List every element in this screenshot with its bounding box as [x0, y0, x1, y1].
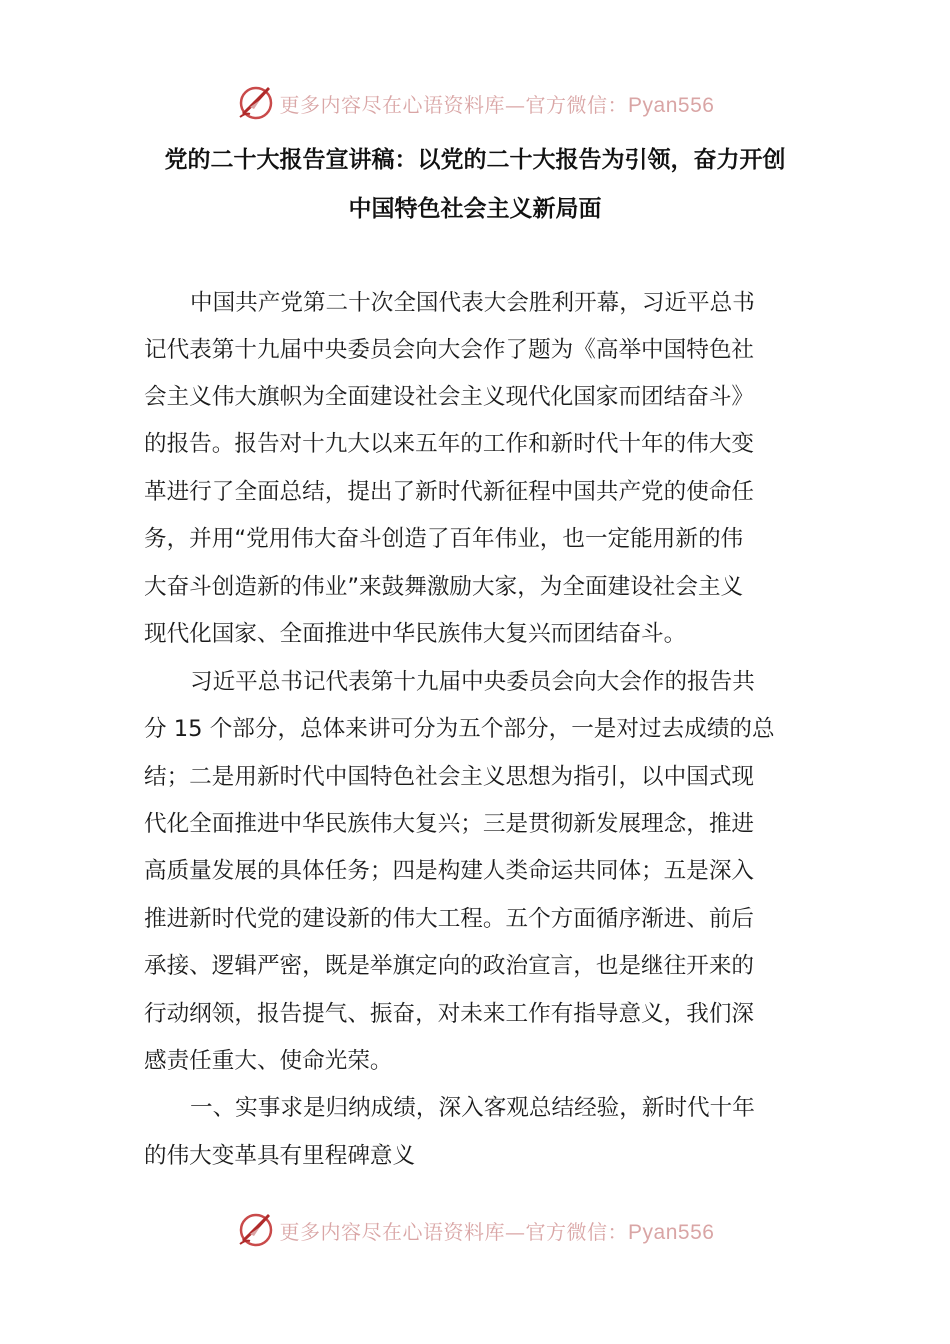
body-line: 习近平总书记代表第十九届中央委员会向大会作的报告共	[190, 669, 755, 695]
watermark-wechat-id: Pyan556	[628, 93, 715, 117]
watermark-wechat-id: Pyan556	[628, 1220, 715, 1244]
body-line: 感责任重大、使命光荣。	[144, 1048, 393, 1074]
body-line: 务，并用“党用伟大奋斗创造了百年伟业，也一定能用新的伟	[144, 526, 744, 552]
body-line: 高质量发展的具体任务；四是构建人类命运共同体；五是深入	[144, 858, 755, 884]
body-line: 中国共产党第二十次全国代表大会胜利开幕，习近平总书	[190, 290, 755, 316]
watermark-text	[280, 1216, 715, 1245]
header-watermark-banner	[0, 81, 950, 125]
footer-watermark-banner	[0, 1208, 950, 1252]
document-title-line-1: 党的二十大报告宣讲稿：以党的二十大报告为引领，奋力开创	[164, 147, 786, 173]
body-line: 行动纲领，报告提气、振奋，对未来工作有指导意义，我们深	[144, 1001, 755, 1027]
body-line: 革进行了全面总结，提出了新时代新征程中国共产党的使命任	[144, 479, 755, 505]
body-line: 大奋斗创造新的伟业”来鼓舞激励大家，为全面建设社会主义	[144, 574, 744, 600]
body-line: 的报告。报告对十九大以来五年的工作和新时代十年的伟大变	[144, 431, 755, 457]
body-line: 会主义伟大旗帜为全面建设社会主义现代化国家而团结奋斗》	[144, 384, 755, 410]
document-title-line-2: 中国特色社会主义新局面	[348, 196, 602, 222]
pen-logo-icon	[236, 1210, 276, 1250]
body-line: 现代化国家、全面推进中华民族伟大复兴而团结奋斗。	[144, 621, 687, 647]
pen-logo-icon	[236, 83, 276, 123]
body-line: 代化全面推进中华民族伟大复兴；三是贯彻新发展理念，推进	[144, 811, 755, 837]
body-line: 结；二是用新时代中国特色社会主义思想为指引，以中国式现	[144, 764, 755, 790]
section-heading-line: 一、实事求是归纳成绩，深入客观总结经验，新时代十年	[190, 1095, 755, 1121]
watermark-label: 更多内容尽在心语资料库—官方微信：	[279, 92, 629, 117]
section-heading-line: 的伟大变革具有里程碑意义	[144, 1143, 416, 1169]
body-line: 记代表第十九届中央委员会向大会作了题为《高举中国特色社	[144, 337, 755, 363]
watermark-text	[280, 89, 715, 118]
body-line: 推进新时代党的建设新的伟大工程。五个方面循序渐进、前后	[144, 906, 755, 932]
body-line: 分 15 个部分，总体来讲可分为五个部分，一是对过去成绩的总	[144, 716, 775, 742]
watermark-label: 更多内容尽在心语资料库—官方微信：	[279, 1219, 629, 1244]
body-line: 承接、逻辑严密，既是举旗定向的政治宣言，也是继往开来的	[144, 953, 755, 979]
